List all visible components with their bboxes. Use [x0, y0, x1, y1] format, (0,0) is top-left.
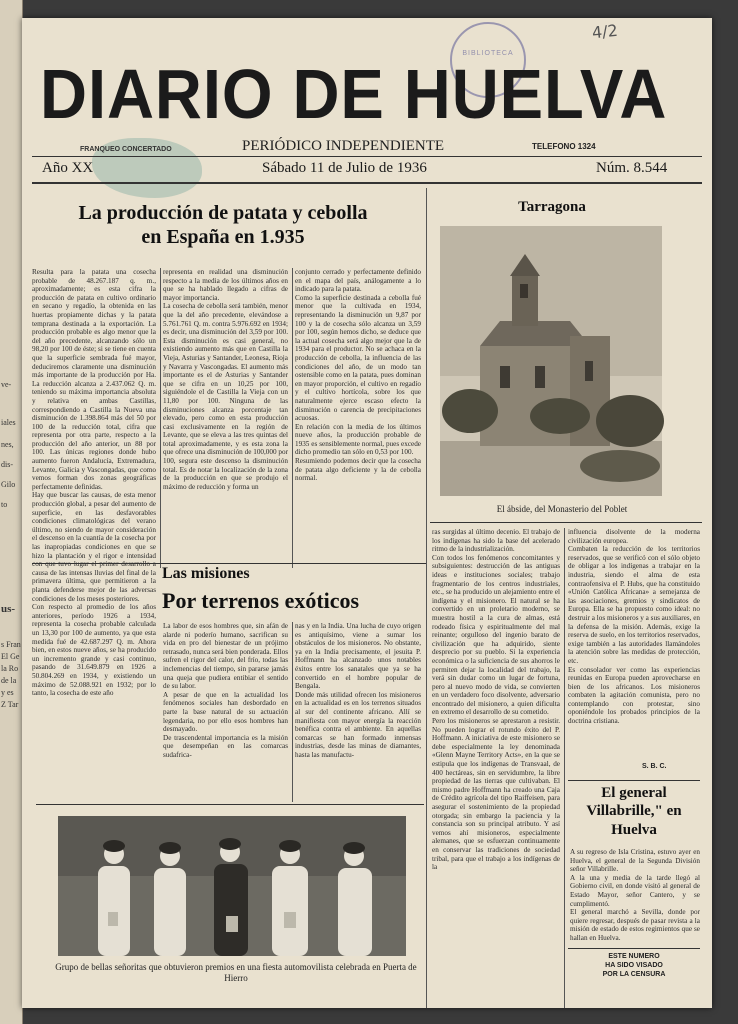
censor-line-3: POR LA CENSURA [602, 971, 666, 978]
column-divider [160, 268, 161, 568]
strip-fragment: El Ge [1, 652, 20, 661]
misiones-headline: Por terrenos exóticos [162, 588, 360, 613]
strip-fragment: ve- [1, 380, 12, 389]
women-group-photo [58, 816, 406, 956]
patata-headline-line1: La producción de patata y cebolla [78, 202, 368, 224]
masthead-subtitle: PERIÓDICO INDEPENDIENTE [242, 138, 445, 154]
header-rule-bottom [32, 182, 702, 184]
misiones-column-1: La labor de esos hombres que, sin afán de alarde ni poderío humano, sacrifican su vida en pro del bienestar de un prójimo retrasado, nunca será bien ponderada. Ellos sufren el rigor del calor, del frío, todas las inclemencias del tiempo, sin pararse jamás una queja que pudiera entibiar el sentido de su labor. A pesar de que en la actualidad los fenómenos sociales han desbordado en parte la base natural de su actuación legendaria, no por ello esos hombres han desmayado. De trascendental importancia es la misión que desempeñan en las comarcas sudafrica- [163, 622, 288, 759]
monastery-illustration [440, 226, 662, 496]
patata-headline-line2: en España en 1.935 [141, 226, 305, 249]
strip-fragment: Gilo [1, 480, 16, 489]
previous-page-strip [0, 0, 23, 1024]
strip-fragment: nes, [1, 440, 14, 449]
strip-fragment: la Ro [1, 664, 19, 673]
censor-line-1: ESTE NUMERO [608, 953, 660, 960]
telefono-label: TELEFONO 1324 [532, 142, 596, 151]
patata-column-2: representa en realidad una disminución respecto a la media de los últimos años en que se ha hablado llegado a cifras de mayor importancia. La cosecha de cebolla será también, menor que la del año precedente, elevándose a 5.761.761 Q. m. contra 5.976.692 en 1934; es decir, una disminución del 3,59 por 100. Esta disminución es casi general, no existiendo aumento más que en Castilla la Vieja, Asturias y Santander, Leonesa, Rioja y Navarra y Vascongadas. El aumento más importante es el de Asturias y Santander que se cifra en un 10,25 por 100, siguiéndole el de Castilla la Vieja con un 11,80 por 100. Ninguna de las disminuciones alcanza porcentaje tan elevado, pero como en esta producción casi exclusivamente en la región de Levante, que se eleva a las tres quintas del total aproximadamente, y es esta zona la que ofrece una disminución de 100,000 por 100, segura este descenso la disminución total. Es de notar la localización de la zona de la producción en que se produjo el máximo de reducción y forma un [163, 268, 288, 491]
misiones-column-3: ras surgidas al último decenio. El trabajo de los indígenas ha sido la base del acelerado ritmo de la industrialización. Con todos los fenómenos concomitantes y subsiguientes: destrucción de las antiguas ideas e instituciones sociales; trabajo fragmentario de los centros industriales, etc., se ha producido un alejamiento entre el indígena y el misionero. El natural se ha convertido en un proletario moderno, se muestra hostil a la cura de almas, está rodeado física y espiritualmente del mal reinante; orgulloso del ingenio barato de civilización que ha adquirido, siente desprecio por su pueblo. Si la experiencia económica o la suficiencia de sus ahorros le permiten dejar la localidad del trabajo, la verá sin dudar como un lugar de fortuna, pero al nuevo modo de vida, se convierten en un verdadero foco disolvente, adversario encontrado del misionero, a quien dificulta en extremo el desarrollo de su cometido. Pero los misioneros se aprestaron a resistir. No pueden lograr el rotundo éxito del P. Hoffmann. A iniciativa de este misionero se debe especialmente la ley denominada «Glenn Mayne Territory Acts», en la que se estipula que los indígenas de Transvaal, de 400 hectáreas, sin en servidumbre, la libre propiedad de las tierras que cultivaban. El mismo padre Hoffmann ha creado una Caja de Crédito agrícola del tipo Raiffeisen, para asegurar el sostenimiento de la propiedad otorgada; sin embargo la paciencia y la constancia son su principal atributo. Y así vemos ahí misioneros, especialmente alemanes, que se esfuerzan continuamente en conservar las tradiciones de sociedad tribal, para que el trabajo a los indígenas de la [432, 528, 560, 872]
year-label: Año XX [42, 160, 94, 176]
misiones-column-4: influencia disolvente de la moderna civilización europea. Combaten la reducción de los territorios reservados, que se verificó con el sólo objeto de obligar a los indígenas a trabajar en la industria, siendo el alma de esta contraofensiva el P. Hubs, que ha constituido «Unión Católica Africana» a semejanza de las asociaciones, gremios y sindicatos de Europa. Ella se ha propuesto como ideal: no destruir a los misioneros y a sus auxiliares, en la defensa de la misión. Además, exige la reserva de suelo, en los territorios reservados, exige también a las autoridades llamándoles la atención sobre las medidas de protección, etc. Es consolador ver como las experiencias reunidas en Europa pueden aprovecharse en bien de los africanos. Los misioneros combaten la agitación comunista, pero no contemplando con protestar, sino oponiéndole los probados principios de la doctrina cristiana. [568, 528, 700, 726]
general-body: A su regreso de Isla Cristina, estuvo ayer en Huelva, el general de la Segunda División señor Villabrille. A la una y media de la tarde llegó al Gobierno civil, en donde visitó al general de Estado Mayor, señor Cantero, y se cumplimentó. El general marchó a Sevilla, donde por quiere regresar, después de pasar revista a la misión de estado de estos regimientos que se hallan en Huelva. [570, 848, 700, 942]
handwritten-note: 4/2 [591, 20, 619, 43]
column-divider [292, 268, 293, 568]
section-rule [568, 780, 700, 781]
section-rule [36, 804, 424, 805]
censor-notice [574, 952, 694, 979]
franqueo-label: FRANQUEO CONCERTADO [80, 146, 172, 153]
bottom-photo-caption: Grupo de bellas señoritas que obtuvieron premios en una fiesta automovilista celebrada en Puerta de Hierro [55, 962, 417, 983]
issue-number: Núm. 8.544 [596, 160, 668, 176]
general-headline: El general Villabrille," en Huelva [586, 785, 682, 838]
strip-fragment: iales [1, 418, 16, 427]
misiones-kicker: Las misiones [162, 565, 250, 582]
header-rule-top [32, 156, 702, 157]
tarragona-title: Tarragona [518, 199, 586, 215]
library-stamp: BIBLIOTECA [450, 22, 526, 98]
patata-headline [28, 201, 418, 250]
column-divider [564, 528, 565, 1008]
censor-line-2: HA SIDO VISADO [605, 962, 663, 969]
section-rule [430, 522, 702, 523]
column-divider [292, 622, 293, 802]
misiones-column-2: nas y en la India. Una lucha de cuyo origen es antiquísimo, viene a sumar los obstáculos de los misioneros. No obstante, ya en la India precisamente, el jesuita P. Hoffmann ha alcanzado unos notables éxitos entre los sanatales que ya se ha convertido en el hombre popular de Bengala. Donde más utilidad ofrecen los misioneros en la actualidad es en los terrenos situados al sur del continente africano. Allí se manifiesta con mayor energía la reacción benéfica contra el ambiente. En aquellas comarcas se han formado inmensas industrias, desde las minas de diamantes, hasta las manufactu- [295, 622, 421, 759]
strip-fragment: s Fran [1, 640, 21, 649]
date-label: Sábado 11 de Julio de 1936 [262, 160, 427, 176]
newspaper-page [22, 18, 712, 1008]
tarragona-caption: El ábside, del Monasterio del Poblet [496, 504, 628, 514]
patata-column-3: conjunto cerrado y perfectamente definido en el mapa del país, análogamente a lo indicado para la patata. Como la superficie destinada a cebolla fué menor que la cultivada en 1934, representando la disminución un 9,87 por 100 y la de cosecha sólo alcanza un 3,59 por 100, según hemos dicho, se deduce que la actual cosecha será algo mejor que la de 1934 para el productor. No se achaca en la producción de cebolla, la influencia de las condiciones del año, de un modo tan ostensible como en la patata, pues dominan en mayor proporción, el cultivo en regadío y el cultivo hortícola, sobre los que naturalmente ejerce escaso efecto la disminución o carencia de precipitaciones acuosas. En relación con la media de los últimos nueve años, la producción probable de 1935 es sensiblemente normal, pues excede dicho promedio tan sólo en 0,53 por 100. Resumiendo podemos decir que la cosecha de patata algo deficiente y la de cebolla normal. [295, 268, 421, 483]
women-group-illustration [58, 816, 406, 956]
misiones-signature: S. B. C. [642, 763, 667, 770]
section-rule [568, 948, 700, 949]
strip-fragment: to [1, 500, 8, 509]
strip-fragment: de la [1, 676, 17, 685]
strip-fragment: y es [1, 688, 14, 697]
patata-column-1: Resulta para la patata una cosecha probable de 48.267.187 q. m., aproximadamente; es esta cifra la producción de patata en cultivo ordinario en secano y regadío, la obtenida en las huertas propiamente dichas y la patata temprana destinada a la exportación. La producción probable es algo menor que la del año precedente, alcanzando sólo un 98,20 por 100 de éste; si se tiene en cuenta que la superficie sembrada fué mayor, deduciremos claramente una disminución más importante de la producción por Ha. La reducción alcanza a 2.437.062 Q. m. teniendo su máxima importancia absoluta y relativa en ambas Castillas, correspondiendo a Castilla la Nueva una disminución de 1.398.864 más del 50 por 100 de la reducción total, cifra que representa por otra parte, respecto a la producción del año anterior, un 88 por 100. Las únicas regiones donde hubo aumento fueron Andalucía, Extremadura, Levante, Galicia y Vascongadas, que como vemos forman dos zonas geográficas perfectamente definidas. Hay que buscar las causas, de esta menor producción global, a pesar del aumento de superficie, en las desfavorables condiciones climatológicas del verano último, no siendo de mayor consideración el descenso en la cuantía de la cosecha por las inapropiadas condiciones en que se hizo la plantación y el rigor e intensidad con que tuvo lugar el primer desarrollo a causa de las intensas lluvias del final de la primavera última, que permitieron a la planta defenderse mejor de las adversas condiciones de los meses posteriores. Con respecto al promedio de los años anteriores, período 1926 a 1934, representa la cosecha probable calculada un 13,30 por 100 de aumento, ya que esta medida fué de 42.687.297 Q. m. Ahora bien, en estos nueve años, se ha producido un incremento grande y casi continuo, pasando de 31.649.879 en 1926 a 50.804.269 en 1934, y existiendo un máximo de 52.088.921 en 1932; por lo tanto, la cosecha de este año [32, 268, 156, 698]
strip-fragment: Z Tar [1, 700, 19, 709]
strip-fragment: dis- [1, 460, 13, 469]
monastery-photo [440, 226, 662, 496]
strip-fragment: us- [1, 603, 16, 615]
masthead-title: DIARIO DE HUELVA [40, 55, 668, 133]
